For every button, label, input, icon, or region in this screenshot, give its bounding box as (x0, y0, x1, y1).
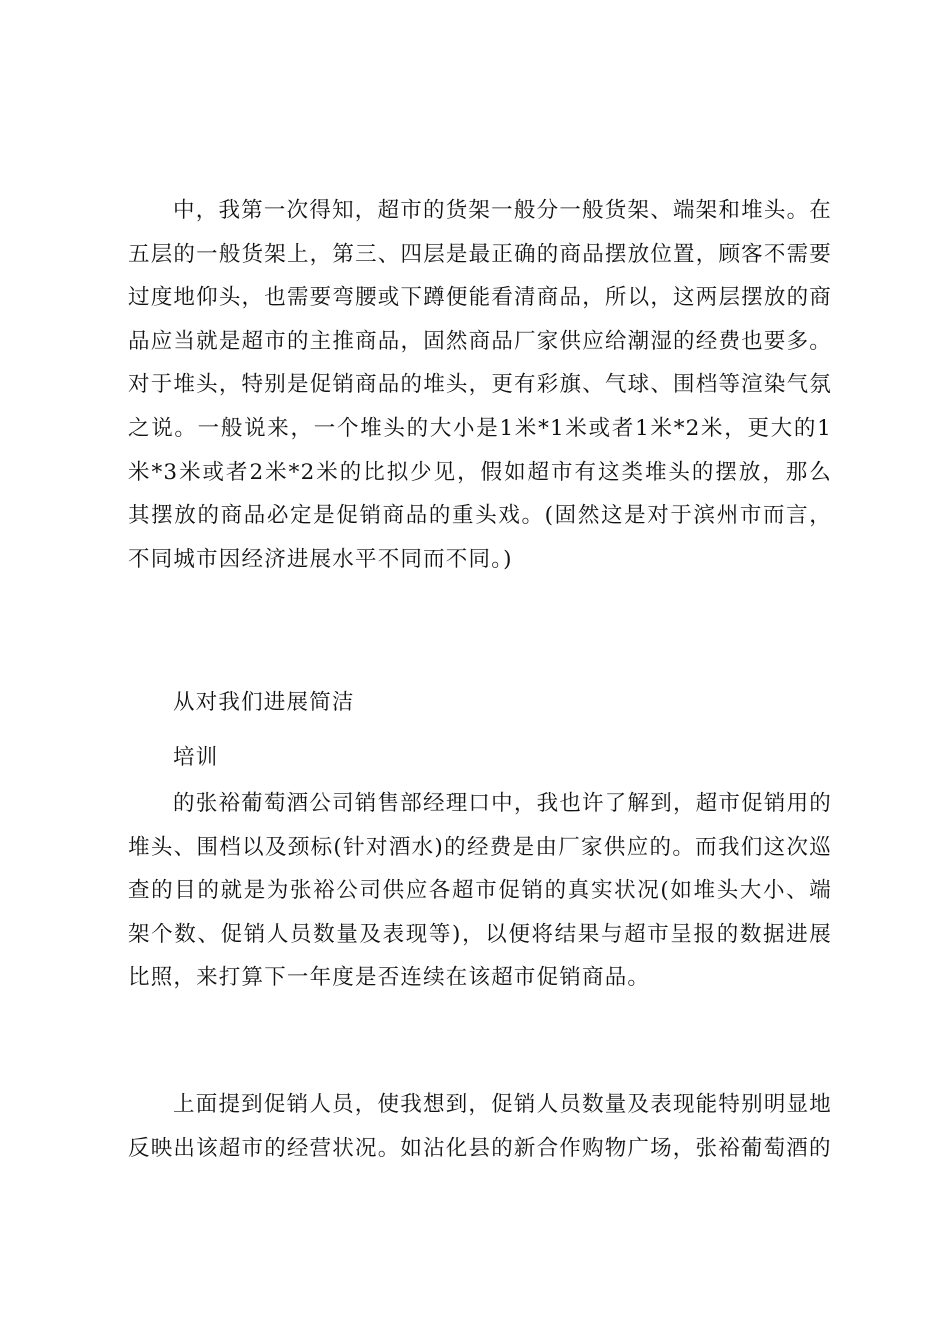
paragraph-fragment-training: 培训 (173, 745, 219, 770)
paragraph-promoters: 上面提到促销人员，使我想到，促销人员数量及表现能特别明显地反映出该超市的经营状况。如沾化县的新合作购物广场，张裕葡萄酒的 (128, 1092, 832, 1161)
paragraph-shelf-types: 中，我第一次得知，超市的货架一般分一般货架、端架和堆头。在五层的一般货架上，第三、四层是最正确的商品摆放位置，顾客不需要过度地仰头，也需要弯腰或下蹲便能看清商品，所以，这两层摆放的商品应当就是超市的主推商品，固然商品厂家供应给潮湿的经费也要多。对于堆头，特别是促销商品的堆头，更有彩旗、气球、围档等渲染气氛之说。一般说来，一个堆头的大小是1米*1米或者1米*2米，更大的1米*3米或者2米*2米的比拟少见，假如超市有这类堆头的摆放，那么其摆放的商品必定是促销商品的重头戏。(固然这是对于滨州市而言，不同城市因经济进展水平不同而不同。) (128, 198, 832, 572)
paragraph-fragment-intro: 从对我们进展简洁 (173, 690, 355, 715)
paragraph-inspection-purpose: 的张裕葡萄酒公司销售部经理口中，我也许了解到，超市促销用的堆头、围档以及颈标(针对酒水)的经费是由厂家供应的。而我们这次巡查的目的就是为张裕公司供应各超市促销的真实状况(如堆头大小、端架个数、促销人员数量及表现等)，以便将结果与超市呈报的数据进展比照，来打算下一年度是否连续在该超市促销商品。 (128, 791, 832, 991)
